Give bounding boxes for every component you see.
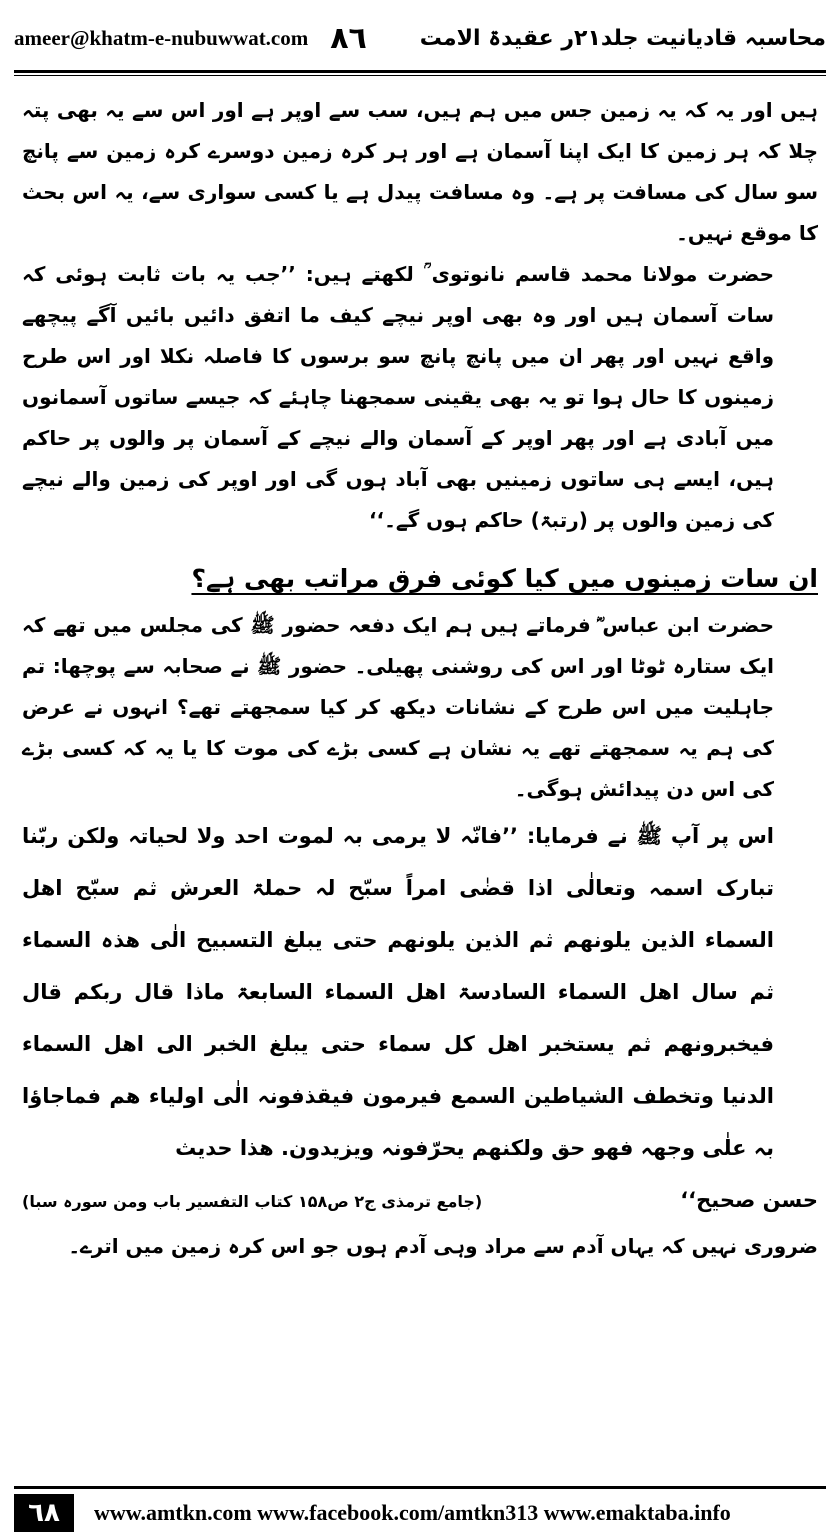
reference-line [22,1174,818,1226]
paragraph-earth-distance: ہیں اور یہ کہ یہ زمین جس میں ہم ہیں، سب سے اوپر ہے اور اس سے یہ بھی پتہ چلا کہ ہر زمین کا ایک اپنا آسمان ہے اور ہر کرہ زمین دوسرے کرہ زمین سے پانچ سو سال کی مسافت پر ہے۔ وہ مسافت پیدل ہے یا کسی سواری سے، یہ اس بحث کا موقع نہیں۔ [22,98,818,245]
header-rule-thin [14,75,826,76]
body-text [22,90,818,1267]
footer-page-number: ٦٨ [14,1494,74,1532]
header-email: ameer@khatm-e-nubuwwat.com [14,25,309,50]
paragraph-hadith-arabic: اس پر آپ ﷺ نے فرمایا: ’’فانّہ لا یرمی بہ لموت احد ولا لحیاتہ ولکن ربّنا تبارک اسمہ وتعالٰی اذا قضٰی امراً سبّح لہ حملۃ العرش ثم سبّح اھل السماء الذین یلونھم ثم الذین یلونھم حتی یبلغ التسبیح الٰی ھذہ السماء ثم سال اھل السماء السادسۃ اھل السماء السابعۃ ماذا قال ربکم قال فیخبرونھم ثم یستخبر اھل کل سماء حتی یبلغ الخبر الی اھل السماء الدنیا وتخطف الشیاطین السمع فیرمون فیقذفونہ الٰی اولیاء ھم فماجاؤا بہ علٰی وجھہ فھو حق ولکنھم یحرّفونہ ویزیدون. ھذا حدیث [22,824,774,1160]
paragraph-final: ضروری نہیں کہ یہاں آدم سے مراد وہی آدم ہوں جو اس کرہ زمین میں اترے۔ [68,1234,818,1258]
paragraph-nanotvi-quote: حضرت مولانا محمد قاسم نانوتوی ؒ لکھتے ہیں: ’’جب یہ بات ثابت ہوئی کہ سات آسمان ہیں اور وہ بھی اوپر نیچے کیف ما اتفق دائیں بائیں آگے پیچھے واقع نہیں اور پھر ان میں پانچ پانچ سو برسوں کا فاصلہ نکلا اور اس طرح زمینوں کا حال ہوا تو یہ بھی یقینی سمجھنا چاہئے کہ جیسے ساتوں آسمانوں میں آبادی ہے اور پھر اوپر کے آسمان والے نیچے کے آسمان پر والوں پر حاکم ہیں، ایسے ہی ساتوں زمینیں بھی آباد ہوں گی اور اوپر کی زمین والے نیچے کی زمین والوں پر (رتبۃ) حاکم ہوں گے۔‘‘ [22,262,774,532]
header-rule [14,70,826,73]
paragraph-ibn-abbas: حضرت ابن عباس ؓ فرماتے ہیں ہم ایک دفعہ حضور ﷺ کی مجلس میں تھے کہ ایک ستارہ ٹوٹا اور اس کی روشنی پھیلی۔ حضور ﷺ نے صحابہ سے پوچھا: تم جاہلیت میں اس طرح کے نشانات دیکھ کر کیا سمجھتے تھے؟ انہوں نے عرض کی ہم یہ سمجھتے تھے یہ نشان ہے کسی بڑے کی موت کا یا یہ کہ کسی بڑے کی اس دن پیدائش ہوگی۔ [22,613,774,801]
header-page-number: ٨٦ [330,20,367,56]
page-footer [14,1492,826,1534]
footer-website-links[interactable]: www.amtkn.com www.facebook.com/amtkn313 www.emaktaba.info [94,1500,731,1525]
hadith-ending: حسن صحیح‘‘ [680,1188,818,1212]
footer-rule [14,1486,826,1489]
page-header [14,10,826,66]
hadith-reference: (جامع ترمذی ج۲ ص۱۵۸ کتاب التفسیر باب ومن سورہ سبا) [22,1192,483,1211]
section-heading: ان سات زمینوں میں کیا کوئی فرق مراتب بھی ہے؟ [191,564,818,593]
header-book-title: محاسبہ قادیانیت جلد۲۱ر عقیدۃ الامت [419,25,826,51]
header-left [14,21,367,56]
